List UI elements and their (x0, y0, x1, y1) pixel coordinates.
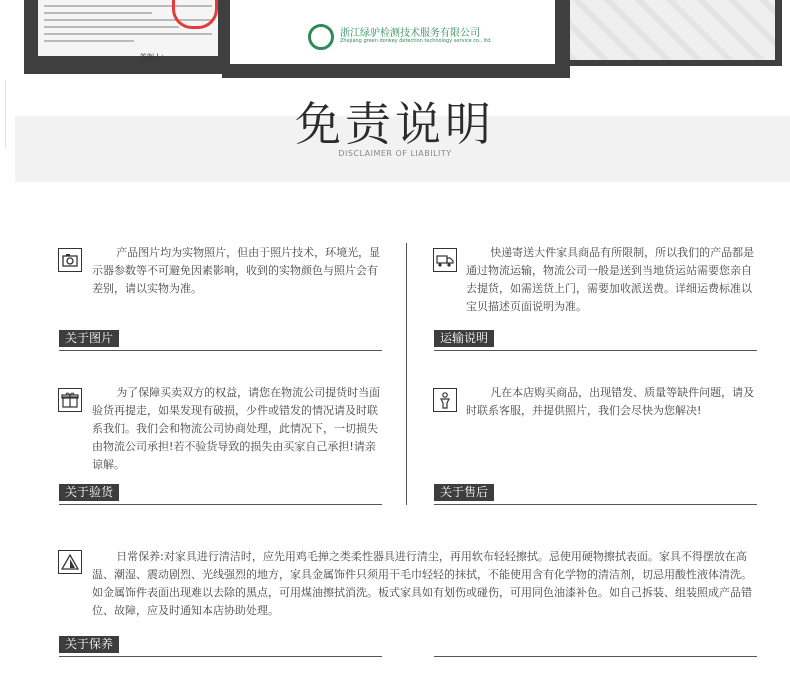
page-title: 免责说明 (295, 97, 495, 151)
aftersale-text: 凡在本店购买商品，出现错发、质量等缺件问题，请及时联系客服，并提供照片，我们会尽快为您解决! (466, 386, 755, 417)
shipping-text: 快递寄送大件家具商品有所限制，所以我们的产品都是通过物流运输，物流公司一般是送到当地货运站需要您亲自去提货，如需送货上门，需要加收派送费。详细运费标准以宝贝描述页面说明为准。 (466, 246, 755, 313)
camera-icon (58, 248, 82, 272)
aftersale-label: 关于售后 (434, 484, 494, 501)
warning-triangle-icon (58, 550, 82, 574)
person-icon (433, 388, 457, 412)
photos-text: 产品图片均为实物照片，但由于照片技术，环境光，显示器参数等不可避免因素影响，收到的实物颜色与照片会有差别，请以实物为准。 (92, 246, 381, 295)
maintenance-rule-left (59, 656, 382, 657)
shipping-rule (434, 350, 757, 351)
column-divider (406, 243, 407, 505)
company-logo-card (230, 0, 555, 64)
photos-label: 关于图片 (59, 330, 119, 347)
watermark-paper (570, 0, 775, 60)
aftersale-rule (434, 504, 757, 505)
maintenance-label: 关于保养 (59, 636, 119, 653)
company-name: 浙江绿驴检测技术服务有限公司 (340, 28, 480, 39)
gift-icon (58, 388, 82, 412)
page-subtitle: DISCLAIMER OF LIABILITY (338, 149, 452, 158)
photos-rule (59, 350, 382, 351)
maintenance-rule-right (434, 656, 757, 657)
shipping-label: 运输说明 (434, 330, 494, 347)
signature-label: 签制人： (140, 53, 168, 61)
inspection-label: 关于验货 (59, 484, 119, 501)
top-photo-strip (0, 0, 790, 80)
inspection-rule (59, 504, 382, 505)
company-name-en: Zhejiang green donkey detection technology service co., ltd. (340, 38, 492, 44)
maintenance-text: 日常保养:对家具进行清洁时，应先用鸡毛掸之类柔性器具进行清尘，再用软布轻轻擦拭。忌使用硬物擦拭表面。家具不得摆放在高温、潮湿、震动剧烈、光线强烈的地方，家具金属饰件只须用干毛巾轻轻的抹拭，不能使用含有化学物的清洁剂，切忌用酸性液体清洗。如金属饰件表面出现难以去除的黑点，可用煤油擦拭消洗。板式家具如有划伤或碰伤，可用同色油漆补色。如自己拆装、组装照成产品错位、故障，应及时通知本店协助处理。 (92, 550, 752, 617)
donkey-logo-icon (308, 24, 334, 50)
inspection-text: 为了保障买卖双方的权益，请您在物流公司提货时当面验货再提走，如果发现有破损，少件或错发的情况请及时联系我们。我们会和物流公司协商处理，此情况下，一切损失由物流公司承担!若不验货导致的损失由买家自己承担!请亲谅解。 (92, 386, 381, 471)
truck-icon (433, 248, 457, 272)
